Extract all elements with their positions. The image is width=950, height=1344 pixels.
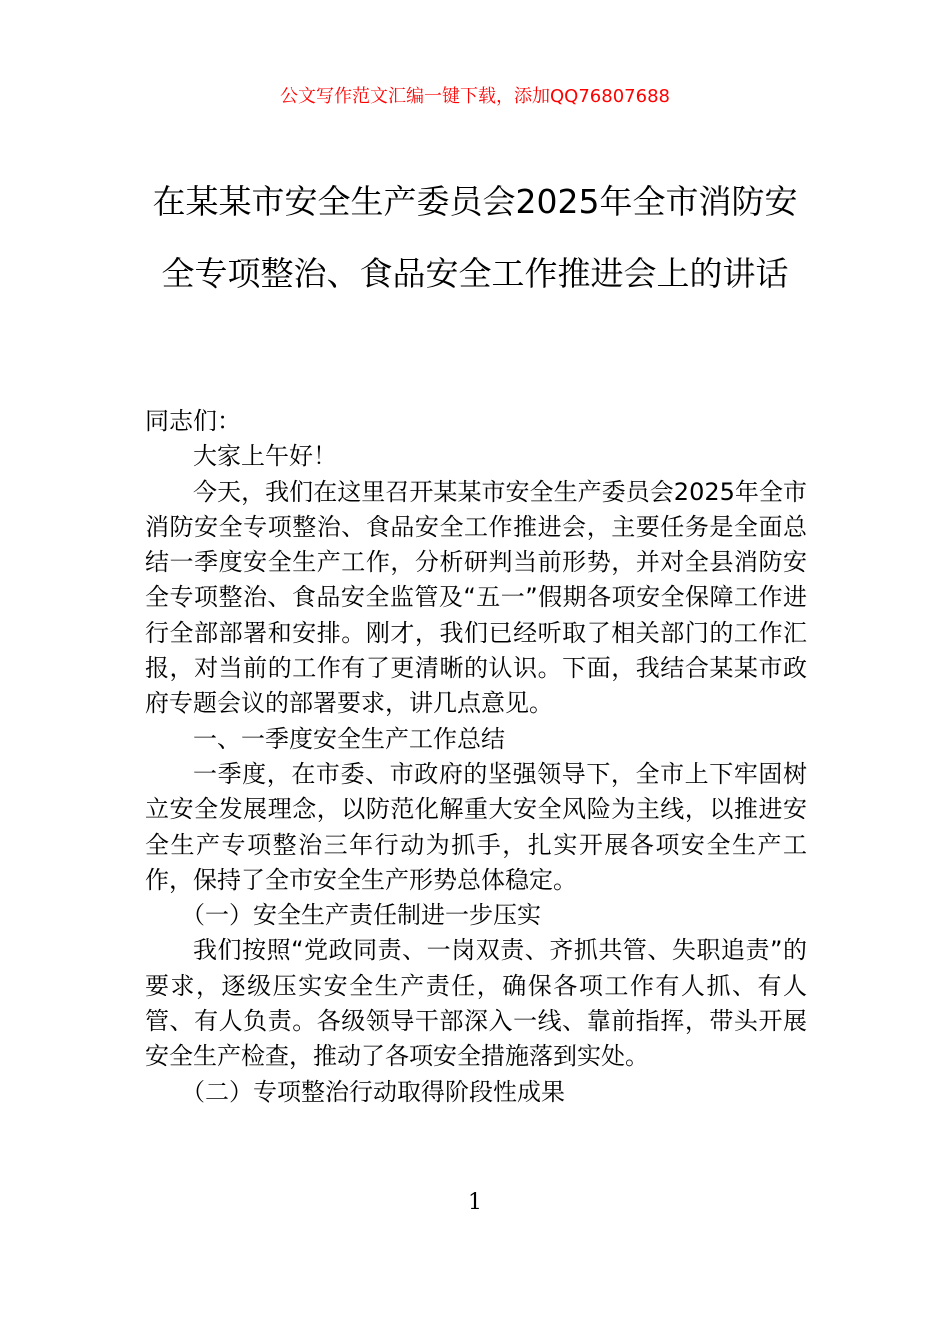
- document-body: [145, 404, 807, 1110]
- body-paragraph: 一季度，在市委、市政府的坚强领导下，全市上下牢固树立安全发展理念，以防范化解重大安全风险为主线，以推进安全生产专项整治三年行动为抓手，扎实开展各项安全生产工作，保持了全市安全生产形势总体稳定。: [145, 759, 807, 894]
- section-heading: 一、一季度安全生产工作总结: [193, 724, 505, 753]
- download-banner: 公文写作范文汇编一键下载，添加QQ76807688: [280, 86, 670, 107]
- subsection-heading: （二）专项整治行动取得阶段性成果: [181, 1077, 565, 1106]
- body-paragraph: 我们按照“党政同责、一岗双责、齐抓共管、失职追责”的要求，逐级压实安全生产责任，确保各项工作有人抓、有人管、有人负责。各级领导干部深入一线、靠前指挥，带头开展安全生产检查，推动了各项安全措施落到实处。: [145, 936, 807, 1071]
- salutation: 同志们：: [145, 407, 241, 435]
- body-paragraph: 今天，我们在这里召开某某市安全生产委员会2025年全市消防安全专项整治、食品安全工作推进会，主要任务是全面总结一季度安全生产工作，分析研判当前形势，并对全县消防安全专项整治、食品安全监管及“五一”假期各项安全保障工作进行全部部署和安排。刚才，我们已经听取了相关部门的工作汇报，对当前的工作有了更清晰的认识。下面，我结合某某市政府专题会议的部署要求，讲几点意见。: [145, 477, 807, 718]
- page-number: 1: [468, 1190, 482, 1215]
- document-title: 在某某市安全生产委员会2025年全市消防安全专项整治、食品安全工作推进会上的讲话: [152, 182, 798, 293]
- subsection-heading: （一）安全生产责任制进一步压实: [181, 901, 541, 930]
- greeting: 大家上午好！: [193, 442, 337, 471]
